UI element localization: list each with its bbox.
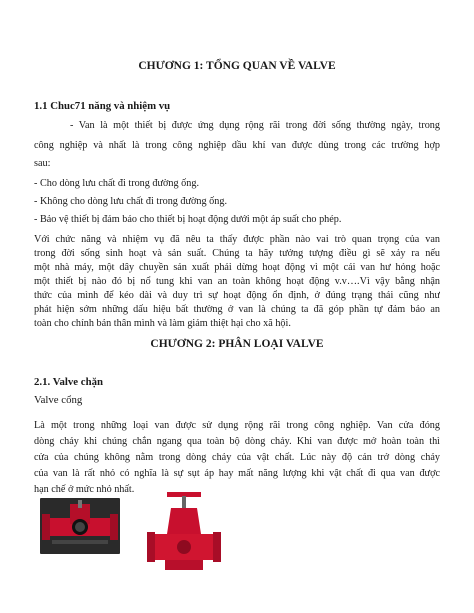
- gate-valve-cutaway-image: [40, 498, 120, 554]
- red-gate-valve-image: [145, 490, 223, 578]
- paragraph-1-line-4: một thiết bị nào đó bị nổ tung khi van an toàn không hoạt động v.v….Vì vậy bằng nhận: [34, 276, 440, 287]
- paragraph-1-line-7: toàn cho chính bản thân mình và làm giảm thiệt hại cho xã hội.: [34, 318, 291, 329]
- bullet-1: - Cho dòng lưu chất đi trong đường ống.: [34, 178, 199, 189]
- intro-line-2: công nghiệp và nhất là trong công nghiệp dầu khí van được dùng trong các trường hợp: [34, 140, 440, 151]
- intro-line-1: - Van là một thiết bị được ứng dụng rộng rãi trong đời sống thường ngày, trong: [70, 120, 440, 131]
- chapter-2-title: CHƯƠNG 2: PHÂN LOẠI VALVE: [150, 338, 324, 350]
- section-2-1-title: 2.1. Valve chặn: [34, 376, 103, 388]
- paragraph-1-line-3: một nhà máy, một dây chuyền sản xuất phải dừng hoạt động vì một cái van hư hỏng hoặc: [34, 262, 440, 273]
- chapter-1-title: CHƯƠNG 1: TỔNG QUAN VỀ VALVE: [138, 60, 336, 72]
- paragraph-2-line-3: cửa của chúng không nằm trong dòng chảy của vật chất. Lúc này độ cản trở dòng chảy: [34, 452, 440, 463]
- intro-line-3: sau:: [34, 158, 51, 169]
- paragraph-2-line-2: dòng chảy khi chúng chắn ngang qua toàn bộ dòng chảy. Khi van được mở hoàn toàn thì: [34, 436, 440, 447]
- paragraph-1-line-2: trong đời sống sinh hoạt và sản suất. Chúng ta hãy tưởng tượng điều gì sẽ xảy ra nếu: [34, 248, 440, 259]
- section-1-1-title: 1.1 Chuc71 năng và nhiệm vụ: [34, 100, 171, 112]
- paragraph-1-line-5: thức của mình để kéo dài và duy trì sự hoạt động ổn định, ở đúng trạng thái cũng như: [34, 290, 440, 301]
- paragraph-2-line-1: Là một trong những loại van được sử dụng rộng rãi trong công nghiệp. Van cửa đóng: [34, 420, 440, 431]
- paragraph-2-line-5: hạn chế ở mức nhỏ nhất.: [34, 484, 135, 495]
- paragraph-1-line-6: phát hiện sớm những dấu hiệu bất thường ở van là chúng ta đã góp phần tự đảm bảo an: [34, 304, 440, 315]
- subsection-valve-cong: Valve cổng: [34, 394, 83, 406]
- bullet-3: - Bảo vệ thiết bị đảm bảo cho thiết bị hoạt động dưới một áp suất cho phép.: [34, 214, 342, 225]
- paragraph-1-line-1: Với chức năng và nhiệm vụ đã nêu ta thấy được phần nào vai trò quan trọng của van: [34, 234, 440, 245]
- bullet-2: - Không cho dòng lưu chất đi trong đường ống.: [34, 196, 227, 207]
- paragraph-2-line-4: của van là rất nhỏ có nghĩa là sự sụt áp hay mất năng lượng khi vật chất đi qua van được: [34, 468, 440, 479]
